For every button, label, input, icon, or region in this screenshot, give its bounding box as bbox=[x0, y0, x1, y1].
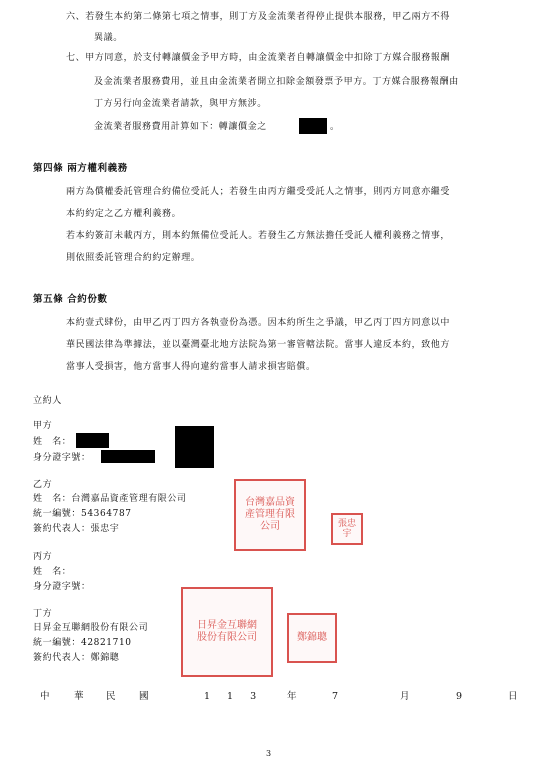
party-d-company-seal-text: 日昇金互聯網股份有限公司 bbox=[197, 620, 257, 643]
fee-formula-suffix: 。 bbox=[330, 122, 340, 132]
party-b-tax-id: 統一編號：54364787 bbox=[33, 509, 132, 519]
party-b-company-seal-text: 台灣嘉品資產管理有限公司 bbox=[245, 497, 295, 532]
party-b-personal-seal-text: 張忠宇 bbox=[337, 519, 356, 539]
clause4-para2-line2: 則依照委託管理合約約定辦理。 bbox=[66, 253, 201, 263]
item6-line2: 異議。 bbox=[94, 33, 123, 43]
redacted-party-a-name bbox=[76, 433, 109, 448]
clause4-heading: 第四條 兩方權利義務 bbox=[33, 163, 128, 174]
party-b-label: 乙方 bbox=[33, 480, 53, 490]
item7-line1: 七、甲方同意，於支付轉讓價金予甲方時，由金流業者自轉讓價金中扣除丁方媒合服務報酬 bbox=[66, 53, 451, 63]
clause4-para2-line1: 若本約簽訂未載丙方，則本約無備位受託人。若發生乙方無法擔任受託人權利義務之情事， bbox=[66, 231, 451, 241]
party-d-tax-id: 統一編號：42821710 bbox=[33, 638, 132, 648]
party-d-personal-seal-text: 鄭錦聰 bbox=[297, 632, 327, 643]
clause4-para1-line2: 本約約定之乙方權利義務。 bbox=[66, 209, 182, 219]
party-d-company-seal bbox=[181, 587, 273, 677]
date-era-2: 華 bbox=[74, 691, 84, 702]
party-c-id-label: 身分證字號： bbox=[33, 582, 91, 592]
date-era-3: 民 bbox=[106, 691, 116, 702]
signatories-title: 立約人 bbox=[33, 396, 62, 406]
date-era-4: 國 bbox=[139, 691, 149, 702]
date-year-unit: 年 bbox=[287, 691, 297, 702]
party-a-id-label: 身分證字號： bbox=[33, 453, 91, 463]
redacted-party-a-seal bbox=[175, 426, 214, 468]
page-number: 3 bbox=[266, 749, 272, 758]
item6-line1: 六、若發生本約第二條第七項之情事，則丁方及金流業者得停止提供本服務，甲乙兩方不得 bbox=[66, 12, 451, 22]
party-a-label: 甲方 bbox=[33, 421, 53, 431]
clause5-line2: 華民國法律為準據法，並以臺灣臺北地方法院為第一審管轄法院。當事人違反本約，致他方 bbox=[66, 340, 451, 350]
party-c-label: 丙方 bbox=[33, 552, 53, 562]
date-day-unit: 日 bbox=[508, 691, 518, 702]
fee-formula-prefix: 金流業者服務費用計算如下：轉讓價金之 bbox=[94, 122, 267, 132]
item7-line2: 及金流業者服務費用，並且由金流業者開立扣除金額發票予甲方。丁方媒合服務報酬由 bbox=[94, 77, 459, 87]
item7-line3: 丁方另行向金流業者請款，與甲方無涉。 bbox=[94, 99, 267, 109]
party-d-name: 日昇金互聯網股份有限公司 bbox=[33, 623, 149, 633]
party-b-name: 姓 名：台灣嘉品資產管理有限公司 bbox=[33, 494, 187, 504]
date-day: 9 bbox=[456, 691, 463, 702]
clause5-line1: 本約壹式肆份，由甲乙丙丁四方各執壹份為憑。因本約所生之爭議，甲乙丙丁四方同意以中 bbox=[66, 318, 451, 328]
party-d-label: 丁方 bbox=[33, 609, 53, 619]
party-d-representative: 簽約代表人：鄭錦聰 bbox=[33, 653, 120, 663]
party-b-company-seal bbox=[234, 479, 306, 551]
party-b-personal-seal bbox=[331, 513, 363, 545]
date-era-1: 中 bbox=[40, 691, 50, 702]
redacted-fee-rate bbox=[299, 118, 327, 134]
clause5-heading: 第五條 合約份數 bbox=[33, 294, 108, 305]
party-a-name-label: 姓 名： bbox=[33, 437, 72, 447]
date-month-unit: 月 bbox=[400, 691, 410, 702]
redacted-party-a-id bbox=[101, 450, 155, 463]
date-year: 113 bbox=[204, 691, 274, 702]
clause5-line3: 當事人受損害，他方當事人得向違約當事人請求損害賠償。 bbox=[66, 362, 316, 372]
party-b-representative: 簽約代表人：張忠宇 bbox=[33, 524, 120, 534]
date-month: 7 bbox=[332, 691, 339, 702]
clause4-para1-line1: 兩方為償權委託管理合約備位受託人；若發生由丙方繼受受託人之情事，則丙方同意亦繼受 bbox=[66, 187, 451, 197]
party-c-name-label: 姓 名： bbox=[33, 567, 72, 577]
party-d-personal-seal bbox=[287, 613, 337, 663]
